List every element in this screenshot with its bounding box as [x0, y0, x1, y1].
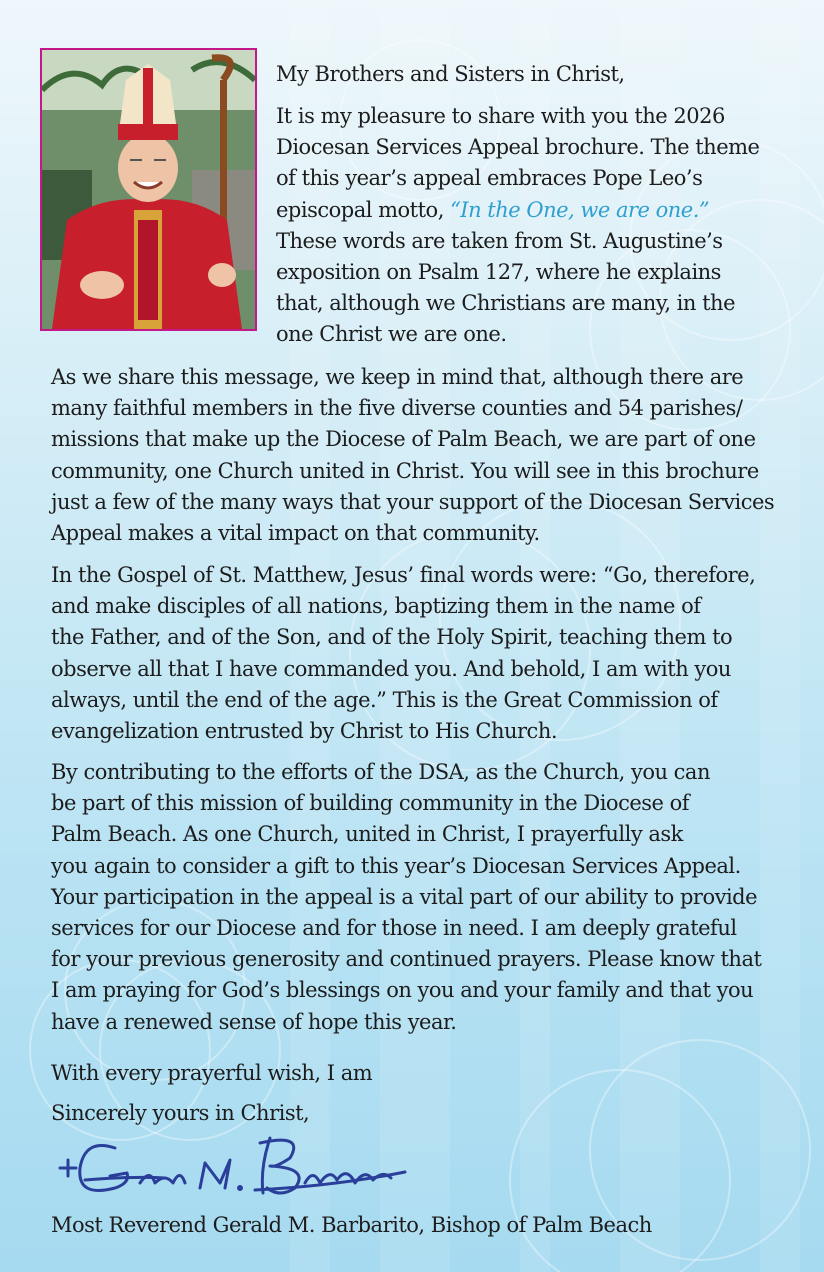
text-line: services for our Diocese and for those in need. I am deeply grateful [51, 916, 737, 941]
signature-caption: Most Reverend Gerald M. Barbarito, Bishop of Palm Beach [51, 1213, 652, 1237]
text-line: be part of this mission of building community in the Diocese of [51, 791, 690, 816]
text-line: one Christ we are one. [276, 322, 507, 347]
text-line: evangelization entrusted by Christ to His Church. [51, 719, 558, 744]
closing-line-2: Sincerely yours in Christ, [51, 1101, 310, 1125]
greeting: My Brothers and Sisters in Christ, [276, 62, 625, 86]
text-line: As we share this message, we keep in mind that, although there are [51, 365, 744, 389]
text-line: Your participation in the appeal is a vital part of our ability to provide [51, 884, 758, 909]
text-line: missions that make up the Diocese of Palm Beach, we are part of one [51, 427, 756, 452]
text-fragment: episcopal motto, [276, 197, 451, 222]
text-line: that, although we Christians are many, in the [276, 291, 735, 316]
text-line: for your previous generosity and continued prayers. Please know that [51, 947, 762, 972]
text-line: Diocesan Services Appeal brochure. The theme [276, 135, 760, 160]
text-line: and make disciples of all nations, baptizing them in the name of [51, 594, 701, 619]
text-line: These words are taken from St. Augustine’s [276, 228, 723, 253]
text-line: exposition on Psalm 127, where he explains [276, 260, 721, 285]
closing-line-1: With every prayerful wish, I am [51, 1061, 373, 1085]
text-line: I am praying for God’s blessings on you and your family and that you [51, 978, 754, 1003]
bishop-illustration [42, 50, 255, 329]
text-line: have a renewed sense of hope this year. [51, 1009, 457, 1034]
text-line: the Father, and of the Son, and of the Holy Spirit, teaching them to [51, 625, 733, 650]
paragraph-3 [51, 560, 811, 747]
text-line: community, one Church united in Christ. You will see in this brochure [51, 458, 759, 483]
text-line: Palm Beach. As one Church, united in Christ, I prayerfully ask [51, 822, 683, 847]
episcopal-motto: “In the One, we are one.” [450, 197, 710, 222]
handwritten-signature [55, 1128, 415, 1208]
text-line: It is my pleasure to share with you the 2026 [276, 104, 725, 128]
paragraph-1 [276, 101, 796, 351]
paragraph-4 [51, 757, 811, 1038]
text-line: of this year’s appeal embraces Pope Leo’s [276, 166, 703, 191]
bishop-photo [40, 48, 257, 331]
text-line [276, 195, 796, 226]
paragraph-2 [51, 362, 811, 549]
text-line: just a few of the many ways that your support of the Diocesan Services [51, 489, 775, 514]
text-line: Appeal makes a vital impact on that community. [51, 521, 540, 546]
text-line: In the Gospel of St. Matthew, Jesus’ final words were: “Go, therefore, [51, 563, 756, 587]
text-line: you again to consider a gift to this year’s Diocesan Services Appeal. [51, 853, 741, 878]
text-line: By contributing to the efforts of the DSA, as the Church, you can [51, 760, 710, 784]
text-line: always, until the end of the age.” This is the Great Commission of [51, 687, 718, 712]
text-line: many faithful members in the five diverse counties and 54 parishes/ [51, 396, 743, 421]
text-line: observe all that I have commanded you. And behold, I am with you [51, 656, 731, 681]
